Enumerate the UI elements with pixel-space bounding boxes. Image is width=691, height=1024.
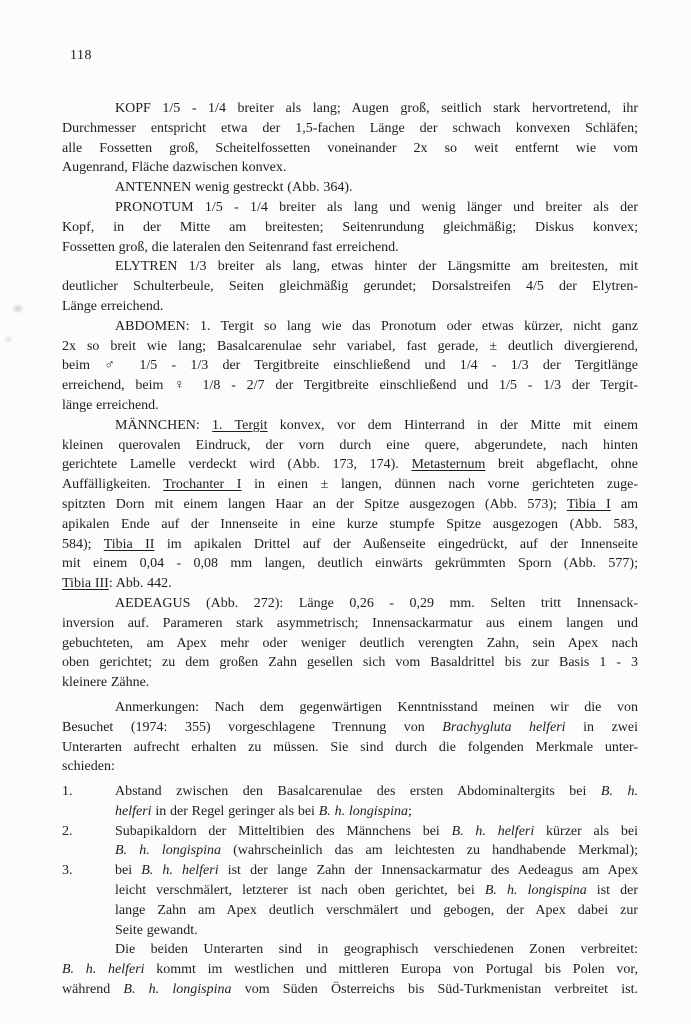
text-segment: gebuchteten, am Apex mehr oder weniger deutlich verengten Zahn, sein Apex nach — [62, 635, 638, 651]
text-segment: inversion auf. Parameren stark asymmetrisch; Innensackarmatur aus einem langen und — [62, 615, 638, 631]
text-segment: kürzer als bei — [534, 823, 638, 839]
text-segment: Länge erreichend. — [62, 298, 164, 314]
paragraph — [62, 317, 638, 416]
list-item — [62, 782, 638, 822]
text-segment: Seite gewandt. — [115, 922, 198, 938]
text-line — [62, 515, 638, 535]
text-segment: (wahrscheinlich das am leichtesten zu handhabende Merkmal); — [220, 843, 638, 859]
text-segment: bei — [115, 863, 142, 879]
text-segment: Besuchet (1974: 355) vorgeschlagene Trennung von — [62, 719, 443, 735]
text-segment: Abstand zwischen den Basalcarenulae des ersten Abdominaltergits bei — [115, 784, 601, 800]
text-segment: vom Süden Österreichs bis Süd-Turkmenistan verbreitet ist. — [231, 982, 638, 998]
underlined-term: Metasternum — [411, 457, 486, 473]
text-line — [62, 99, 638, 119]
text-line — [62, 940, 638, 960]
text-segment: Subapikaldorn der Mitteltibien des Männchens bei — [115, 823, 452, 839]
text-segment: kleinen querovalen Eindruck, der vorn durch eine quere, abgerundete, nach hinten — [62, 437, 638, 453]
text-segment: apikalen Ende auf der Innenseite in eine kurze stumpfe Spitze ausgezogen (Abb. 583, — [62, 516, 638, 532]
text-line — [62, 495, 638, 515]
italic-taxon-name: B. h. helferi — [62, 962, 145, 978]
text-segment: während — [62, 982, 124, 998]
text-line — [62, 738, 638, 758]
text-segment: breit abgeflacht, ohne — [485, 457, 638, 473]
text-segment: Unterarten aufrecht erhalten zu müssen. Sie sind durch die folgenden Merkmale unter- — [62, 739, 638, 755]
text-segment: am — [610, 496, 638, 512]
text-line — [62, 119, 638, 139]
text-line — [115, 822, 638, 842]
page-content — [62, 99, 638, 1000]
text-segment: erreichend, beim ♀ 1/8 - 2/7 der Tergitbreite einschließend und 1/5 - 1/3 der Tergit- — [62, 378, 638, 394]
text-segment: im apikalen Drittel auf der Außenseite eingedrückt, auf der Innenseite — [154, 536, 638, 552]
text-segment: kommt im westlichen und mittleren Europa von Portugal bis Polen vor, — [144, 962, 638, 978]
text-segment: 2x so breit wie lang; Basalcarenulae sehr variabel, fast gerade, ± deutlich divergierend, — [62, 338, 638, 354]
text-segment: 584); — [62, 536, 104, 552]
paragraph — [62, 594, 638, 693]
text-segment: oben gerichtet; zu dem großen Zahn gesellen sich vom Basaldrittel bis zur Basis 1 - 3 — [62, 655, 638, 671]
text-line — [62, 960, 638, 980]
text-segment: Fossetten groß, die lateralen den Seitenrand fast erreichend. — [62, 239, 399, 255]
text-segment: spitzten Dorn mit einem langen Haar an der Spitze ausgezogen (Abb. 573); — [62, 496, 567, 512]
text-line — [62, 554, 638, 574]
text-line — [115, 861, 638, 881]
scan-artifact — [4, 336, 13, 343]
text-line — [62, 416, 638, 436]
text-segment: Die beiden Unterarten sind in geographisch verschiedenen Zonen verbreitet: — [115, 942, 638, 958]
text-segment: in einen ± langen, dünnen nach vorne gerichteten zuge- — [241, 477, 638, 493]
list-item-number: 1. — [62, 784, 73, 800]
text-line — [115, 841, 638, 861]
text-segment: in zwei — [565, 719, 638, 735]
text-line — [115, 881, 638, 901]
text-line — [115, 901, 638, 921]
text-segment: alle Fossetten groß, Scheitelfossetten voneinander 2x so weit entfernt wie vom — [62, 140, 638, 156]
text-segment: lange Zahn am Apex deutlich verschmälert und gebogen, der Apex dabei zur — [115, 902, 638, 918]
underlined-term: Tibia III — [62, 576, 109, 592]
text-segment: kleinere Zähne. — [62, 675, 150, 691]
underlined-term: Tibia II — [103, 536, 155, 552]
text-segment: gerichtete Lamelle verdeckt wird (Abb. 173, 174). — [62, 457, 412, 473]
text-line — [62, 218, 638, 238]
paragraph — [62, 178, 638, 198]
text-segment: : Abb. 442. — [108, 576, 172, 592]
text-segment: länge erreichend. — [62, 397, 159, 413]
text-line — [62, 535, 638, 555]
text-segment: MÄNNCHEN: — [115, 417, 213, 433]
text-line — [62, 277, 638, 297]
text-line — [62, 634, 638, 654]
text-segment: schieden: — [62, 759, 115, 775]
text-line — [62, 257, 638, 277]
text-line — [62, 297, 638, 317]
text-line — [62, 757, 638, 777]
text-segment: ist der — [586, 883, 638, 899]
text-line — [62, 653, 638, 673]
italic-taxon-name: B. h. longispina — [115, 843, 221, 859]
scan-artifact — [12, 304, 24, 313]
text-line — [62, 396, 638, 416]
italic-taxon-name: B. h. helferi — [141, 863, 219, 879]
text-segment: konvex, vor dem Hinterrand in der Mitte mit einem — [267, 417, 638, 433]
text-line — [62, 337, 638, 357]
list-item — [62, 861, 638, 940]
text-line — [115, 921, 638, 941]
text-line — [62, 376, 638, 396]
italic-taxon-name: B. h. helferi — [451, 823, 535, 839]
italic-taxon-name: Brachygluta helferi — [442, 719, 566, 735]
text-segment: ABDOMEN: 1. Tergit so lang wie das Pronotum oder etwas kürzer, nicht ganz — [115, 318, 638, 334]
text-segment: mit einem 0,04 - 0,08 mm langen, deutlich einwärts gekrümmten Sporn (Abb. 577); — [62, 556, 638, 572]
text-line — [62, 614, 638, 634]
text-line — [62, 317, 638, 337]
text-segment: Anmerkungen: Nach dem gegenwärtigen Kenntnisstand meinen wir die von — [115, 699, 638, 715]
text-segment: AEDEAGUS (Abb. 272): Länge 0,26 - 0,29 mm. Selten tritt Innensack- — [115, 595, 638, 611]
text-segment: deutlicher Schulterbeule, Seiten gleichmäßig gerundet; Dorsalstreifen 4/5 der Elytren- — [62, 279, 638, 295]
text-segment: leicht verschmälert, letzterer ist nach oben gerichtet, bei — [115, 883, 485, 899]
text-line — [62, 139, 638, 159]
text-segment: KOPF 1/5 - 1/4 breiter als lang; Augen groß, seitlich stark hervortretend, ihr — [115, 101, 638, 116]
text-segment: ELYTREN 1/3 breiter als lang, etwas hinter der Längsmitte am breitesten, mit — [115, 259, 638, 275]
paragraph — [62, 940, 638, 999]
paragraph — [62, 257, 638, 316]
text-line — [62, 574, 638, 594]
text-line — [62, 455, 638, 475]
list-item-number: 3. — [62, 863, 73, 879]
text-line — [62, 475, 638, 495]
text-line — [115, 782, 638, 802]
text-line — [62, 718, 638, 738]
underlined-term: Trochanter I — [163, 477, 242, 493]
list-item — [62, 822, 638, 862]
text-line — [62, 238, 638, 258]
italic-taxon-name: B. h. — [600, 784, 638, 800]
text-line — [62, 158, 638, 178]
text-segment: Auffälligkeiten. — [62, 477, 164, 493]
text-line — [62, 698, 638, 718]
text-segment: beim ♂ 1/5 - 1/3 der Tergitbreite einschließend und 1/4 - 1/3 der Tergitlänge — [62, 358, 638, 374]
text-line — [115, 802, 638, 822]
italic-taxon-name: helferi — [115, 803, 152, 819]
text-line — [62, 594, 638, 614]
page-number: 118 — [70, 48, 92, 63]
paragraph — [62, 198, 638, 257]
text-segment: ANTENNEN wenig gestreckt (Abb. 364). — [115, 180, 353, 196]
text-line — [62, 980, 638, 1000]
underlined-term: Tibia I — [566, 496, 611, 512]
text-segment: ; — [407, 803, 412, 819]
paragraph — [62, 698, 638, 777]
text-segment: Durchmesser entspricht etwa der 1,5-fachen Länge der schwach konvexen Schläfen; — [62, 120, 638, 136]
text-segment: Augenrand, Fläche dazwischen konvex. — [62, 160, 287, 176]
text-line — [62, 436, 638, 456]
paragraph — [62, 416, 638, 594]
text-segment: PRONOTUM 1/5 - 1/4 breiter als lang und wenig länger und breiter als der — [115, 199, 638, 215]
italic-taxon-name: B. h. longispina — [318, 803, 408, 819]
text-line — [62, 178, 638, 198]
italic-taxon-name: B. h. longispina — [484, 883, 587, 899]
list-item-number: 2. — [62, 823, 73, 839]
text-segment: Kopf, in der Mitte am breitesten; Seitenrundung gleichmäßig; Diskus konvex; — [62, 219, 638, 235]
underlined-term: 1. Tergit — [212, 417, 268, 433]
italic-taxon-name: B. h. longispina — [123, 982, 232, 998]
text-line — [62, 673, 638, 693]
text-line — [62, 198, 638, 218]
text-line — [62, 356, 638, 376]
text-segment: in der Regel geringer als bei — [151, 803, 319, 819]
paragraph — [62, 99, 638, 178]
text-segment: ist der lange Zahn der Innensackarmatur des Aedeagus am Apex — [218, 863, 638, 879]
